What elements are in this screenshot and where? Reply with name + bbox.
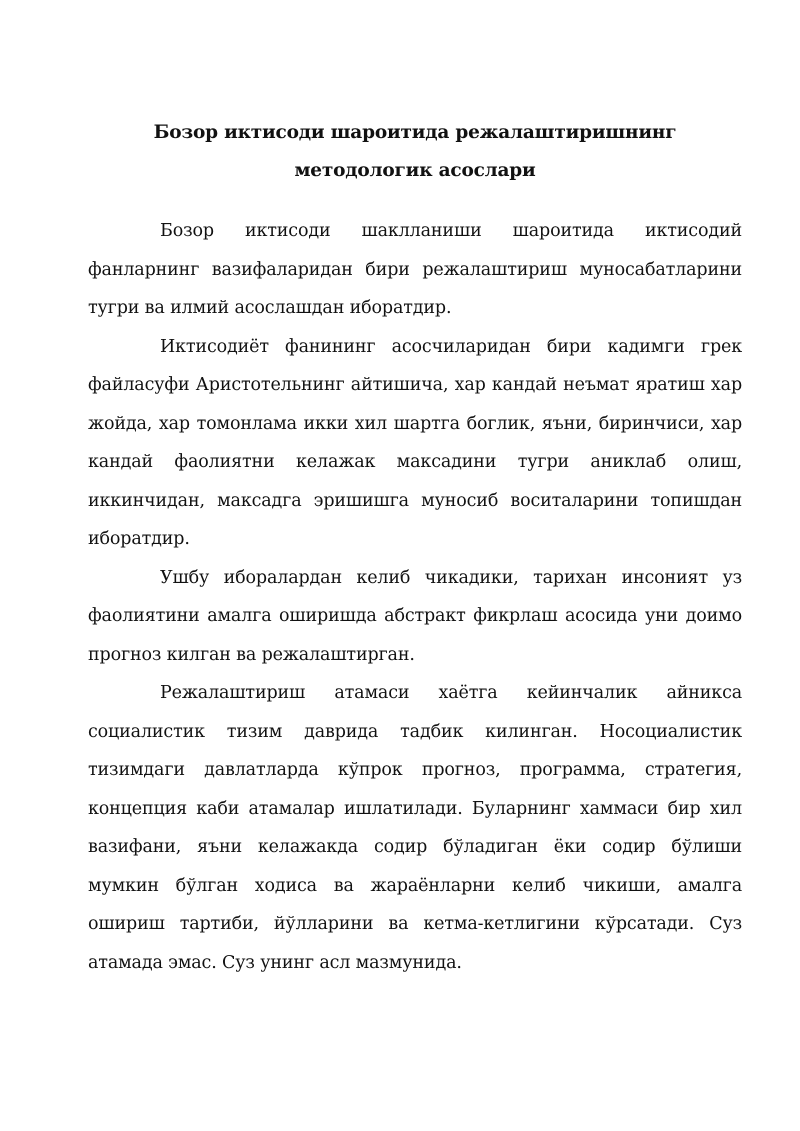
- document-title: Бозор иктисоди шароитида режалаштиришнинг методологик асослари: [153, 122, 677, 181]
- paragraph-3: Ушбу иборалардан келиб чикадики, тарихан инсоният уз фаолиятини амалга оширишда абстракт фикрлаш асосида уни доимо прогноз килган ва режалаштирган.: [88, 567, 742, 665]
- document-page: [88, 114, 742, 982]
- paragraph-2: Иктисодиёт фанининг асосчиларидан бири кадимги грек файласуфи Аристотельнинг айтишича, хар кандай неъмат яратиш хар жойда, хар томонлама икки хил шартга боглик, яъни, биринчиси, хар кандай фаолиятни келажак максадини тугри аниклаб олиш, иккинчидан, максадга эришишга муносиб воситаларини топишдан иборатдир.: [88, 336, 742, 549]
- paragraph-4: Режалаштириш атамаси хаётга кейинчалик айникса социалистик тизим даврида тадбик килинган. Носоциалистик тизимдаги давлатларда кўпрок прогноз, программа, стратегия, концепция каби атамалар ишлатилади. Буларнинг хаммаси бир хил вазифани, яъни келажакда содир бўладиган ёки содир бўлиши мумкин бўлган ходиса ва жараёнларни келиб чикиши, амалга ошириш тартиби, йўлларини ва кетма-кетлигини кўрсатади. Суз атамада эмас. Суз унинг асл мазмунида.: [88, 683, 742, 973]
- paragraph-1: Бозор иктисоди шаклланиши шароитида иктисодий фанларнинг вазифаларидан бири режалаштириш муносабатларини тугри ва илмий асослашдан иборатдир.: [88, 221, 742, 318]
- document-body: [88, 212, 742, 982]
